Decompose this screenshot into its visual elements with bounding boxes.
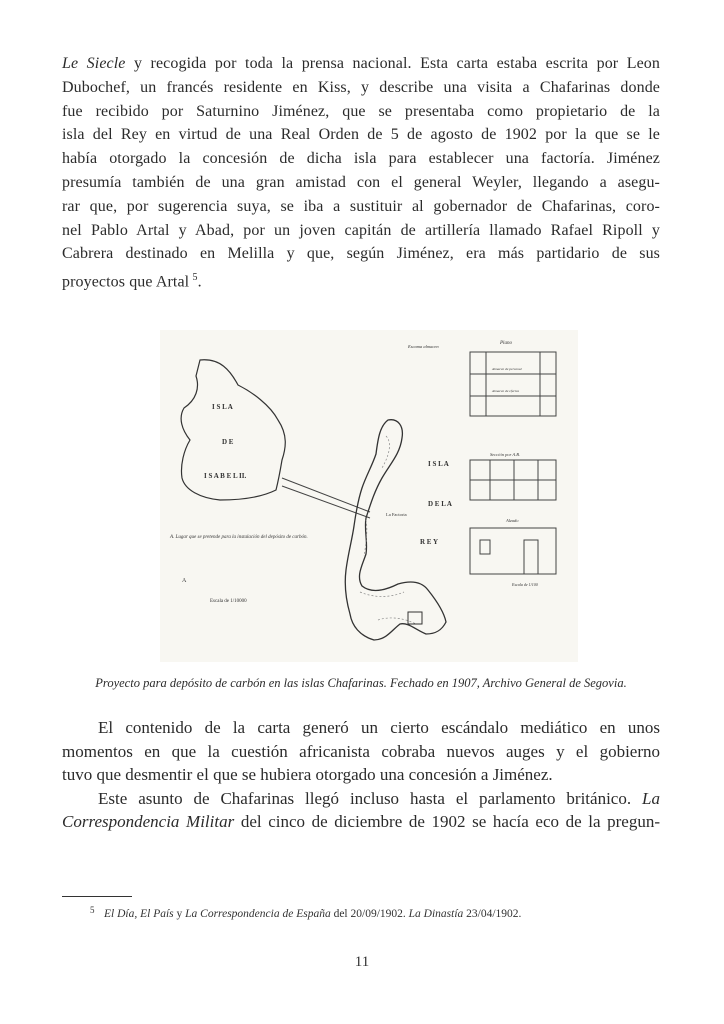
period: . (197, 273, 202, 291)
text-line: momentos en que la cuestión africanista cobraba nuevos auges y el gobierno (62, 741, 660, 761)
newspaper-name: La (642, 788, 661, 808)
scale-small: Escala de 1/100 (512, 582, 538, 587)
text-line: rar que, por sugerencia suya, se iba a sustituir al gobernador de Chafarinas, coro- (62, 197, 660, 215)
footnote-text: del 20/09/1902. (330, 908, 409, 920)
text-line (62, 810, 660, 834)
text-line: isla del Rey en virtud de una Real Orden de 5 de agosto de 1902 por la que se le (62, 126, 660, 144)
p2-rest-text: del cinco de diciembre de 1902 se hacía eco de la pregun- (240, 812, 661, 832)
label-rey: R E Y (420, 538, 439, 546)
text-line: Le Siecle y recogida por toda la prensa nacional. Esta carta estaba escrita por Leon (62, 55, 660, 72)
newspaper-name: Correspondencia Militar (62, 812, 235, 832)
contour-lines (360, 436, 416, 624)
text-line: tuvo que desmentir el que se hubiera otorgado una concesión a Jiménez. (62, 765, 553, 785)
footnote-source: El Día, El País (104, 908, 174, 920)
text-line: Dubochef, un francés residente en Kiss, y describe una visita a Chafarinas donde (62, 78, 660, 96)
body-paragraphs (62, 716, 660, 834)
footnote-source: La Dinastía (408, 908, 464, 920)
footnote-text: 23/04/1902. (463, 908, 522, 920)
footnote-source: La Correspondencia de España (185, 908, 331, 920)
section-drawing (470, 460, 556, 500)
label-isabel-ii: I S A B E L II. (204, 472, 247, 480)
footnote (90, 905, 664, 920)
text-line: nel Pablo Artal y Abad, por un joven capitán de artillería llamado Rafael Ripoll y (62, 221, 660, 239)
text-line (62, 266, 660, 294)
label-isla-2: I S L A (428, 460, 449, 468)
text-line: El contenido de la carta generó un cierto escándalo mediático en unos (98, 718, 660, 737)
legend-letter: A (182, 578, 187, 584)
text-line: había otorgado la concesión de dicha isla para establecer una factoría. Jiménez (62, 150, 660, 168)
top-paragraph (62, 52, 660, 294)
section-title: Sección por A.B. (490, 452, 521, 457)
footnote-ref[interactable]: 5 (192, 272, 198, 284)
building-mark (408, 612, 422, 624)
page-number: 11 (354, 954, 370, 970)
map-drawing (160, 330, 578, 662)
newspaper-name: Le Siecle (62, 55, 126, 72)
text-line (62, 787, 660, 811)
isla-rey-outline (345, 420, 446, 640)
label-factoria: La Factoria (386, 512, 407, 517)
plan-room-label-1: Almacen de personal (492, 367, 522, 371)
label-de: D E (222, 438, 234, 446)
figure-caption: Proyecto para depósito de carbón en las islas Chafarinas. Fechado en 1907, Archivo General de Segovia. (95, 676, 627, 690)
plan-room-label-2: Almacen de efectos (492, 389, 520, 393)
footnote-text: y (173, 908, 186, 920)
label-isla-1: I S L A (212, 403, 233, 411)
scale-text: Escala de 1/10000 (210, 599, 247, 604)
legend-note: A. Lugar que se pretende para la instalación del depósito de carbón. (170, 535, 308, 540)
last-line-text: proyectos que Artal (62, 273, 190, 291)
text-line: presumía también de una gran amistad con el general Weyler, llegando a asegu- (62, 173, 660, 191)
footnote-divider (62, 896, 132, 897)
elevation-drawing (470, 528, 556, 574)
label-del-a: D E L A (428, 500, 452, 508)
plan-title: Plano (500, 341, 512, 346)
text-line: fue recibido por Saturnino Jiménez, que se presentaba como propietario de la (62, 102, 660, 120)
text-line: Cabrera destinado en Melilla y que, según Jiménez, era más partidario de sus (62, 245, 660, 263)
plan-top-note: Escama almacen (408, 344, 439, 349)
plan-grid (470, 352, 556, 416)
elevation-title: Alzado (506, 518, 519, 523)
p2-first-text: Este asunto de Chafarinas llegó incluso hasta el parlamento británico. (98, 788, 632, 808)
map-figure (160, 330, 578, 662)
footnote-number: 5 (90, 905, 95, 915)
